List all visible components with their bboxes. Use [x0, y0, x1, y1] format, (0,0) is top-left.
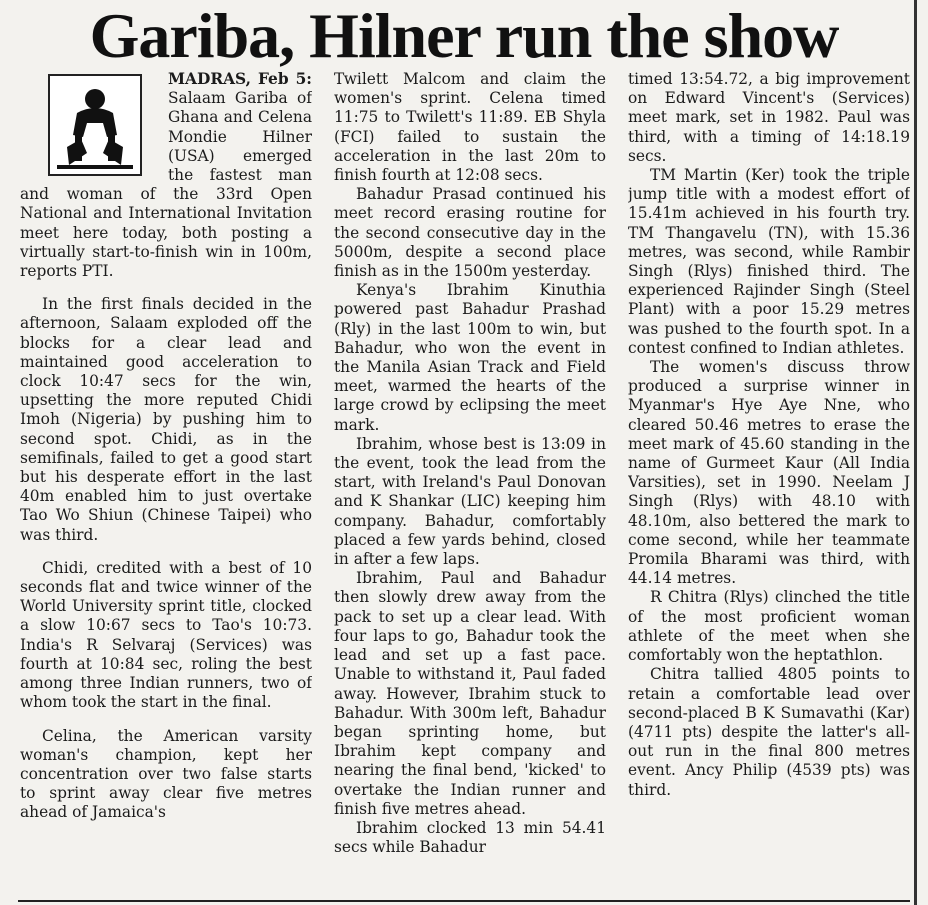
paragraph: Kenya's Ibrahim Kinuthia powered past Bahadur Prashad (Rly) in the last 100m to win, but Bahadur, who won the event in the Manila Asian Track and Field meet, warmed the hearts of the large crowd by eclipsing the meet mark. [334, 281, 606, 434]
paragraph: Ibrahim clocked 13 min 54.41 secs while Bahadur [334, 818, 606, 857]
paragraph: TM Martin (Ker) took the triple jump title with a modest effort of 15.41m achieved in his fourth try. TM Thangavelu (TN), with 15.36 metres, was second, while Rambir Singh (Rlys) finished third. The experienced Rajinder Singh (Steel Plant) with a poor 15.29 metres was pushed to the fourth spot. In a contest confined to Indian athletes. [628, 166, 910, 357]
paragraph: Salaam Gariba of Ghana and Celena Mondie Hilner (USA) emerged the fastest man and woman of the 33rd Open National and International Invitation meet here today, both posting a virtually start-to-finish win in 100m, reports PTI. [20, 89, 312, 281]
paragraph: Ibrahim, whose best is 13:09 in the event, took the lead from the start, with Ireland's Paul Donovan and K Shankar (LIC) keeping him company. Bahadur, comfortably placed a few yards behind, closed in after a few laps. [334, 434, 606, 569]
article-column-1 [20, 70, 312, 902]
crouching-sprinter-icon [36, 70, 154, 180]
right-border [914, 0, 917, 905]
paragraph: Chidi, credited with a best of 10 seconds flat and twice winner of the World University sprint title, clocked a slow 10:67 secs to Tao's 10:73. India's R Selvaraj (Services) was fourth at 10:84 sec, roling the best among three Indian runners, two of whom took the start in the final. [20, 558, 312, 712]
paragraph: Chitra tallied 4805 points to retain a comfortable lead over second-placed B K Sumavathi (Kar) (4711 pts) despite the latter's all-out run in the final 800 metres event. Ancy Philip (4539 pts) was third. [628, 665, 910, 799]
article-column-2 [334, 70, 606, 902]
paragraph: Twilett Malcom and claim the women's sprint. Celena timed 11:75 to Twilett's 11:89. EB Shyla (FCI) failed to sustain the acceleration in the last 20m to finish fourth at 12:08 secs. [334, 70, 606, 185]
paragraph: The women's discuss throw produced a surprise winner in Myanmar's Hye Aye Nne, who cleared 50.46 metres to erase the meet mark of 45.60 standing in the name of Gurmeet Kaur (All India Varsities), set in 1990. Neelam J Singh (Rlys) with 48.10 with 48.10m, also bettered the mark to come second, while her teammate Promila Bharami was third, with 44.14 metres. [628, 358, 910, 588]
article-column-3 [628, 70, 910, 902]
paragraph: R Chitra (Rlys) clinched the title of the most proficient woman athlete of the meet when she comfortably won the heptathlon. [628, 588, 910, 665]
paragraph: Ibrahim, Paul and Bahadur then slowly drew away from the pack to set up a clear lead. With four laps to go, Bahadur took the lead and set up a fast pace. Unable to withstand it, Paul faded away. However, Ibrahim stuck to Bahadur. With 300m left, Bahadur began sprinting home, but Ibrahim kept company and nearing the final bend, 'kicked' to overtake the Indian runner and finish five metres ahead. [334, 569, 606, 818]
paragraph: In the first finals decided in the afternoon, Salaam exploded off the blocks for a clear lead and maintained good acceleration to clock 10:47 secs for the win, upsetting the more reputed Chidi Imoh (Nigeria) by pushing him to second spot. Chidi, as in the semifinals, failed to get a good start but his desperate effort in the last 40m enabled him to just overtake Tao Wo Shiun (Chinese Taipei) who was third. [20, 295, 312, 544]
paragraph: Bahadur Prasad continued his meet record erasing routine for the second consecutive day in the 5000m, despite a second place finish as in the 1500m yesterday. [334, 185, 606, 281]
bottom-rule [18, 900, 910, 902]
headline: Gariba, Hilner run the show [89, 0, 839, 71]
paragraph: Celina, the American varsity woman's champion, kept her concentration over two false starts to sprint away clear five metres ahead of Jamaica's [20, 726, 312, 822]
dateline: MADRAS, Feb 5: [168, 70, 312, 88]
paragraph: timed 13:54.72, a big improvement on Edward Vincent's (Services) meet mark, set in 1982. Paul was third, with a timing of 14:18.19 secs. [628, 70, 910, 165]
